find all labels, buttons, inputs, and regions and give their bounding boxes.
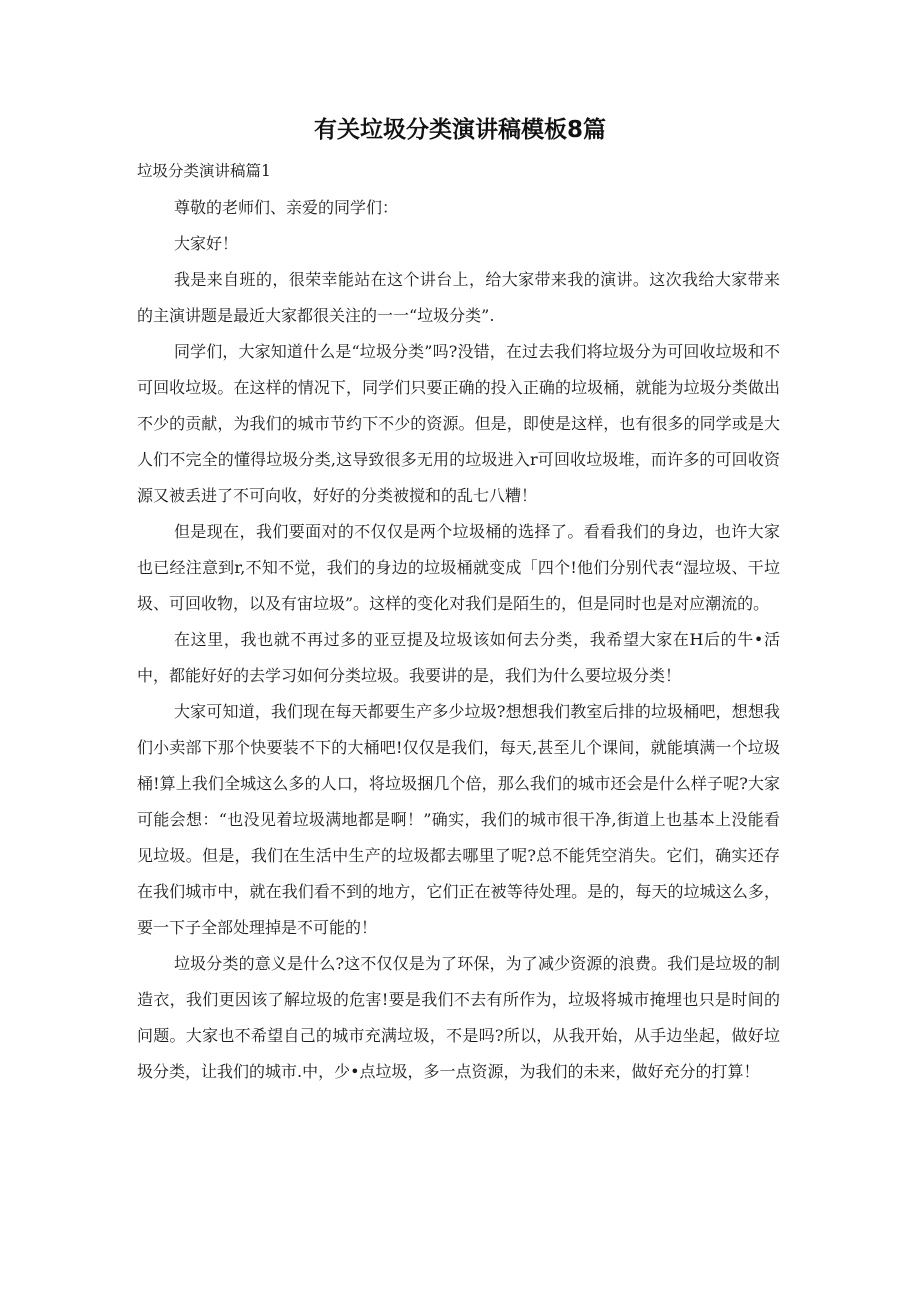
document-title: 有关垃圾分类演讲稿模板8篇 [313,117,606,143]
section-heading: 垃圾分类演讲稿篇1 [137,162,271,180]
paragraph-daily-waste: 大家可知道，我们现在每天都要生产多少垃圾?想想我们教室后排的垃圾桶吧，想想我们小卖部下那个快要装不下的大桶吧!仅仅是我们，每天,甚至儿个课间，就能填满一个垃圾桶!算上我们全城这么多的人口，将垃圾捆几个倍，那么我们的城市还会是什么样子呢?大家可能会想：“也没见着垃圾满地都是啊！”确实，我们的城市很干净,街道上也基本上没能看见垃圾。但是，我们在生活中生产的垃圾都去哪里了呢?总不能凭空消失。它们，确实还存在我们城市中，就在我们看不到的地方，它们正在被等待处理。是的，每天的垃城这么多，要一下子全部处理掉是不可能的！ [137,702,780,937]
document-body [137,190,780,1090]
paragraph-introduction: 我是来自班的，很荣幸能站在这个讲台上，给大家带来我的演讲。这次我给大家带来的主演讲题是最近大家都很关注的一一“垃圾分类”. [137,270,780,325]
paragraph-old-classification: 同学们，大家知道什么是“垃圾分类”吗?没错，在过去我们将垃圾分为可回收垃圾和不可回收垃圾。在这样的情况下，同学们只要正确的投入正确的垃圾桶，就能为垃圾分类做出不少的贡献，为我们的城市节约下不少的资源。但是，即使是这样，也有很多的同学或是大人们不完全的懂得垃圾分类,这导致很多无用的垃圾进入r可回收垃圾堆，而许多的可回收资源又被丢进了不可向收，好好的分类被搅和的乱七八糟！ [137,342,780,505]
paragraph-greeting: 大家好！ [174,234,239,253]
paragraph-meaning: 垃圾分类的意义是什么?这不仅仅是为了环保，为了减少资源的浪费。我们是垃圾的制造衣，我们更因该了解垃圾的危害!要是我们不去有所作为，垃圾将城市掩埋也只是时间的问题。大家也不希望自己的城市充满垃圾，不是吗?所以，从我开始，从手边坐起，做好垃圾分类，让我们的城市.中，少•点垃圾，多一点资源，为我们的未来，做好充分的打算！ [137,954,780,1081]
paragraph-four-bins: 但是现在，我们要面对的不仅仅是两个垃圾桶的选择了。看看我们的身边，也许大家也已经注意到r,不知不觉，我们的身边的垃圾桶就变成「四个!他们分别代表“湿垃圾、干垃圾、可回收物，以及有宙垃圾”。这样的变化对我们是陌生的，但是同时也是对应潮流的。 [137,522,780,613]
paragraph-salutation: 尊敬的老师们、亲爱的同学们： [174,198,399,217]
paragraph-why-sort: 在这里，我也就不再过多的亚豆提及垃圾该如何去分类，我希望大家在H后的牛•活中，都能好好的去学习如何分类垃圾。我要讲的是，我们为什么要垃圾分类！ [137,630,780,685]
